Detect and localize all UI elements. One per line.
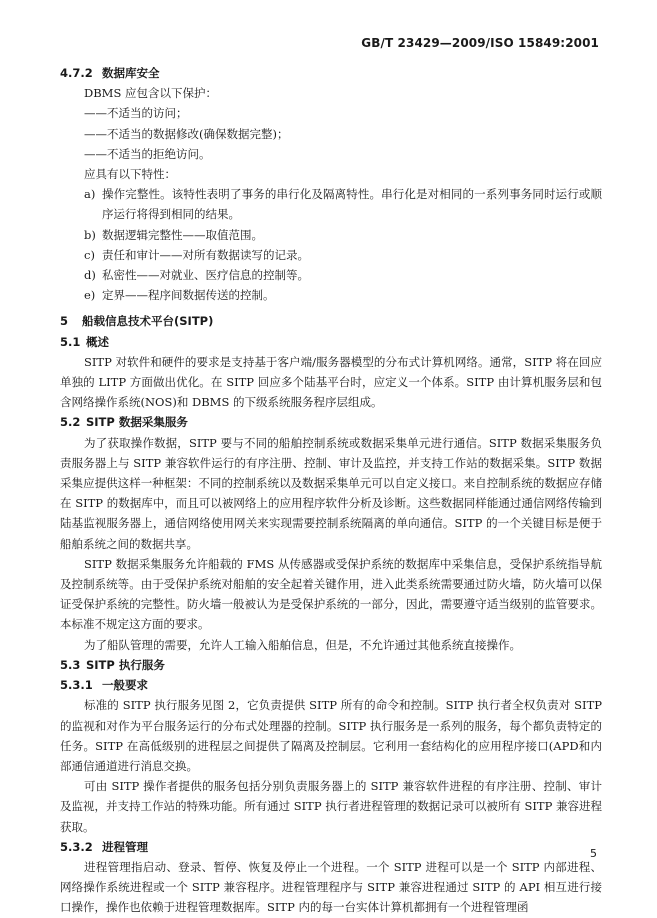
heading-5-1: [60, 332, 602, 352]
paragraph: 可由 SITP 操作者提供的服务包括分别负责服务器上的 SITP 兼容软件进程的有序注册、控制、审计及监视，并支持工作站的特殊功能。所有通过 SITP 执行者进程管理的数据记录可以被所有 SITP 兼容进程获取。: [60, 779, 602, 834]
item-text: 数据逻辑完整性——取值范围。: [102, 227, 263, 242]
heading-5-3: [60, 655, 602, 675]
heading-title: SITP 执行服务: [86, 657, 165, 672]
paragraph: SITP 数据采集服务允许船载的 FMS 从传感器或受保护系统的数据库中采集信息，受保护系统指导航及控制系统等。由于受保护系统对船舶的安全起着关键作用，进入此类系统需要通过防火墙，防火墙可以保证受保护系统的完整性。防火墙一般被认为是受保护系统的一部分，因此，需要遵守适当级别的监管要求。本标准不规定这方面的要求。: [60, 556, 602, 632]
heading-5-2: [60, 412, 602, 432]
heading-number: 5.1: [60, 334, 81, 349]
item-text: 定界——程序间数据传送的控制。: [102, 288, 275, 303]
item-marker: d): [84, 268, 96, 283]
paragraph: 标准的 SITP 执行服务见图 2，它负责提供 SITP 所有的命令和控制。SITP 执行者全权负责对 SITP 的监视和对作为平台服务运行的分布式处理器的控制。SITP 执行服务是一系列的服务，每个都负责特定的任务。SITP 在高低级别的进程层之间提供了隔离及控制层。它利用一套结构化的应用程序接口(APD和内部通信通道进行消息交换。: [60, 698, 602, 773]
heading-number: 5.3.2: [60, 839, 93, 854]
heading-title: 进程管理: [102, 839, 148, 854]
dbms-protection-intro: DBMS 应包含以下保护：: [84, 86, 217, 101]
item-text: 责任和审计——对所有数据读写的记录。: [102, 247, 309, 262]
feature-item: [60, 184, 602, 224]
heading-number: 4.7.2: [60, 66, 93, 80]
heading-title: SITP 数据采集服务: [86, 415, 188, 430]
paragraph: 为了获取操作数据，SITP 要与不同的船舶控制系统或数据采集单元进行通信。SITP 数据采集服务负责服务器上与 SITP 兼容软件运行的有序注册、控制、审计及监控，并支持工作站的数据采集。SITP 数据采集应提供这样一种框架：不同的控制系统以及数据采集单元可以自定义接口。来自控制系统的数据应存储在 SITP 的数据库中，而且可以被网络上的应用程序软件分析及诊断。这些数据同样能通过通信网络传输到陆基监视服务器上，通信网络使用网关来实现需要控制系统隔离的单向通信。SITP 的一个关键目标是便于船舶系统之间的数据共享。: [60, 435, 602, 551]
standard-header: GB/T 23429—2009/ISO 15849:2001: [361, 36, 599, 50]
item-marker: e): [84, 288, 96, 303]
paragraph: 为了船队管理的需要，允许人工输入船舶信息，但是，不允许通过其他系统直接操作。: [84, 637, 521, 652]
item-text: 操作完整性。该特性表明了事务的串行化及隔离特性。串行化是对相同的一系列事务同时运行或顺序运行将得到相同的结果。: [102, 187, 602, 222]
heading-number: 5.3: [60, 657, 81, 672]
item-marker: b): [84, 227, 96, 242]
feature-item: [60, 265, 602, 285]
document-body: [60, 63, 602, 918]
heading-4-7-2: [60, 63, 602, 83]
feature-item: [60, 225, 602, 245]
feature-item: [60, 245, 602, 265]
protection-item: ——不适当的访问；: [84, 106, 188, 121]
heading-title: 一般要求: [102, 678, 148, 693]
item-text: 私密性——对就业、医疗信息的控制等。: [102, 268, 309, 283]
heading-5-3-1: [60, 675, 602, 695]
heading-title: 数据库安全: [102, 66, 160, 80]
heading-title: 概述: [86, 334, 109, 349]
item-marker: c): [84, 247, 95, 262]
paragraph: SITP 对软件和硬件的要求是支持基于客户端/服务器模型的分布式计算机网络。通常，SITP 将在回应单独的 LITP 方面做出优化。在 SITP 回应多个陆基平台时，应定义一个体系。SITP 由计算机服务层和包含网络操作系统(NOS)和 DBMS 的下级系统服务程序层组成。: [60, 354, 602, 410]
protection-item: ——不适当的数据修改(确保数据完整)；: [84, 126, 289, 141]
features-intro: 应具有以下特性：: [84, 167, 176, 182]
heading-5-3-2: [60, 837, 602, 857]
paragraph: 进程管理指启动、登录、暂停、恢复及停止一个进程。一个 SITP 进程可以是一个 SITP 内部进程、网络操作系统进程或一个 SITP 兼容程序。进程管理程序与 SITP 兼容进程通过 SITP 的 API 相互进行接口操作，操作也依赖于进程管理数据库。SITP 内的每一台实体计算机都拥有一个进程管理函: [60, 859, 602, 915]
heading-title: 船载信息技术平台(SITP): [82, 314, 214, 329]
protection-item: ——不适当的拒绝访问。: [84, 146, 211, 161]
heading-number: 5.3.1: [60, 678, 93, 693]
heading-number: 5: [60, 314, 69, 329]
heading-number: 5.2: [60, 415, 81, 430]
page-number: 5: [590, 847, 597, 860]
heading-5: [60, 311, 602, 331]
item-marker: a): [84, 187, 96, 202]
feature-item: [60, 285, 602, 305]
